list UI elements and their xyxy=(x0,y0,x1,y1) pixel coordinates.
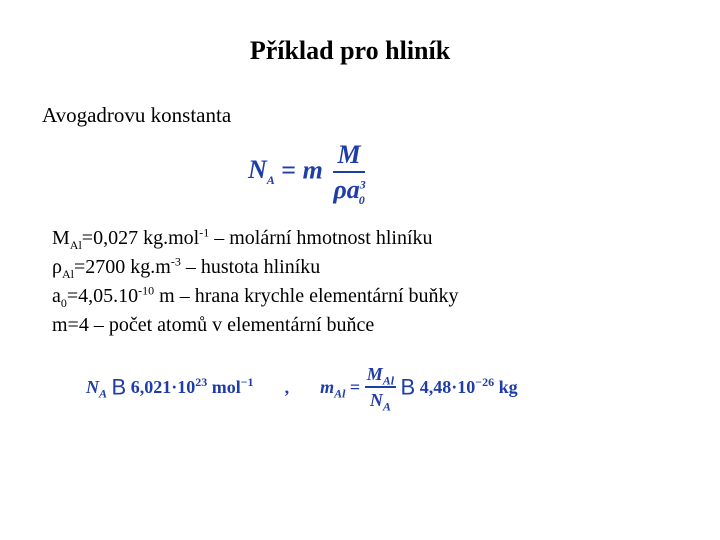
equals-sign: = xyxy=(349,377,361,397)
definition-molar-mass: $M_{Al}=0,027$ kg.mol$^{-1}$ – molární hmotnost hliníku xyxy=(52,225,433,252)
definition-lattice-edge: $a_0=4,05.10^{-10}$ m – hrana krychle elementární buňky xyxy=(52,283,459,310)
denominator: $\rho a^3_0$ xyxy=(333,175,366,208)
definition-density: $\rho_{Al}=2700$ $kg.m^{-3}$ – hustota hliníku xyxy=(52,254,321,281)
separator-comma: , xyxy=(284,377,290,397)
na-symbol: $N_A$ xyxy=(248,155,275,188)
m-symbol: m xyxy=(302,155,323,185)
result-formulas xyxy=(86,364,518,414)
atom-mass-value: $4,48\cdot 10^{-26}$ kg xyxy=(419,375,518,397)
definitions-list xyxy=(52,224,459,340)
fraction xyxy=(333,140,366,208)
avogadro-value: $6,021\cdot 10^{23}$ mol$^{-1}$ xyxy=(130,375,254,397)
numerator: M xyxy=(333,140,364,173)
approx-glyph: B xyxy=(400,374,416,400)
numerator: $M_{Al}$ xyxy=(366,364,395,388)
approx-glyph: B xyxy=(111,374,127,400)
avogadro-formula xyxy=(248,140,366,208)
subtitle: Avogadrovu konstanta xyxy=(42,103,232,127)
equals-sign: = xyxy=(281,155,297,185)
na-symbol: $N_A$ xyxy=(86,377,108,401)
mal-symbol: $m_{Al}$ xyxy=(320,377,346,401)
page-title: Příklad pro hliník xyxy=(249,36,451,65)
denominator: $N_A$ xyxy=(369,390,391,414)
definition-atom-count: m=4 – počet atomů v elementární buňce xyxy=(52,314,375,336)
fraction xyxy=(365,364,396,414)
